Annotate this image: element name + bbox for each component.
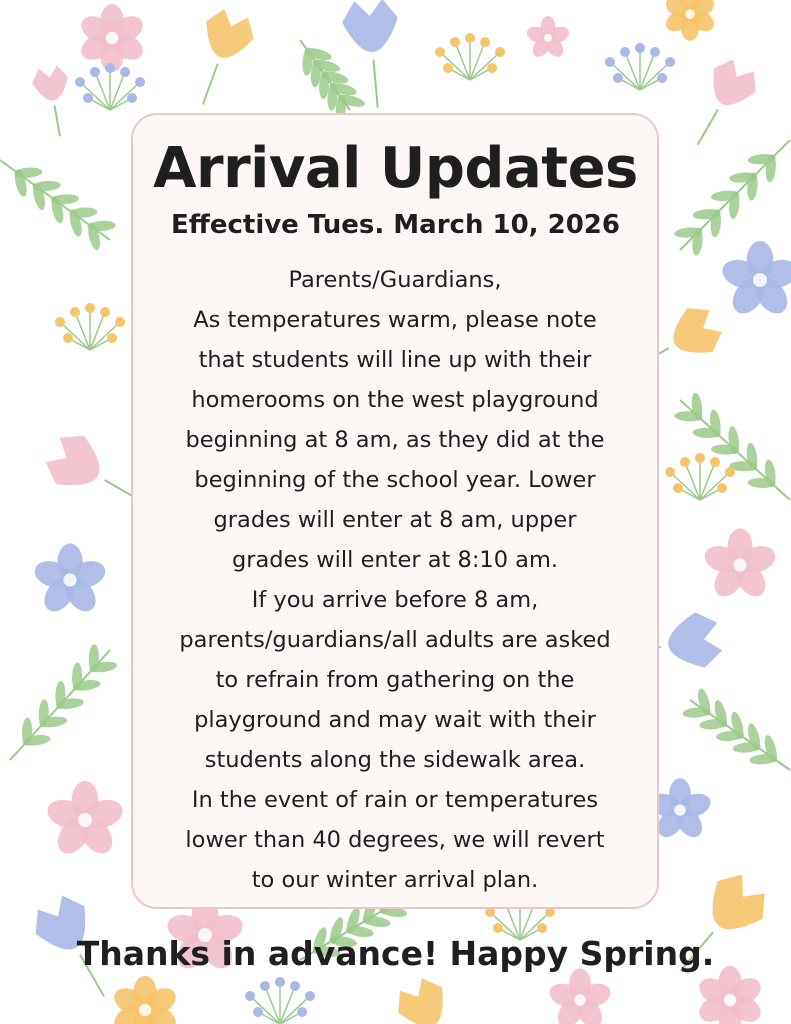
- leaf-sprig-icon: [674, 392, 790, 500]
- leaf-sprig-icon: [300, 40, 366, 123]
- yellow-flower-icon: [662, 0, 718, 41]
- yellow-tulip-icon: [179, 4, 260, 113]
- leaf-sprig-icon: [682, 687, 790, 770]
- body-line: playground and may wait with their: [194, 707, 596, 733]
- body-line: lower than 40 degrees, we will revert: [185, 827, 605, 853]
- yellow-flower-icon: [110, 976, 181, 1024]
- pink-tulip-icon: [30, 64, 78, 139]
- body-line: parents/guardians/all adults are asked: [179, 627, 611, 653]
- pink-flower-icon: [77, 4, 148, 72]
- body-line: students along the sidewalk area.: [204, 747, 586, 773]
- body-line: homerooms on the west playground: [191, 387, 599, 413]
- yellow-berry-sprig-icon: [665, 453, 735, 500]
- body-line: that students will line up with their: [198, 347, 592, 373]
- closing-message: Thanks in advance! Happy Spring.: [76, 934, 715, 973]
- blue-flower-icon: [719, 241, 791, 320]
- pink-flower-icon: [525, 16, 571, 60]
- pink-flower-icon: [44, 781, 127, 860]
- body-line: beginning of the school year. Lower: [194, 467, 596, 493]
- body-line: to our winter arrival plan.: [251, 867, 539, 893]
- announcement-body: [131, 260, 659, 900]
- effective-date-subtitle: Effective Tues. March 10, 2026: [171, 210, 620, 240]
- body-line: In the event of rain or temperatures: [191, 787, 599, 813]
- body-line: As temperatures warm, please note: [193, 307, 597, 333]
- blue-berry-sprig-icon: [245, 977, 315, 1024]
- body-line: to refrain from gathering on the: [215, 667, 575, 693]
- body-line: grades will enter at 8:10 am.: [231, 547, 559, 573]
- yellow-berry-sprig-icon: [55, 303, 125, 350]
- leaf-sprig-icon: [10, 644, 118, 760]
- yellow-tulip-icon: [389, 972, 481, 1024]
- blue-berry-sprig-icon: [605, 43, 675, 90]
- body-line: grades will enter at 8 am, upper: [213, 507, 577, 533]
- blue-berry-sprig-icon: [75, 63, 145, 110]
- body-line: If you arrive before 8 am,: [251, 587, 539, 613]
- blue-flower-icon: [31, 543, 108, 617]
- pink-flower-icon: [701, 528, 778, 602]
- yellow-berry-sprig-icon: [435, 33, 505, 80]
- body-line: Parents/Guardians,: [288, 267, 502, 293]
- page-title: Arrival Updates: [153, 136, 638, 201]
- body-line: beginning at 8 am, as they did at the: [185, 427, 605, 453]
